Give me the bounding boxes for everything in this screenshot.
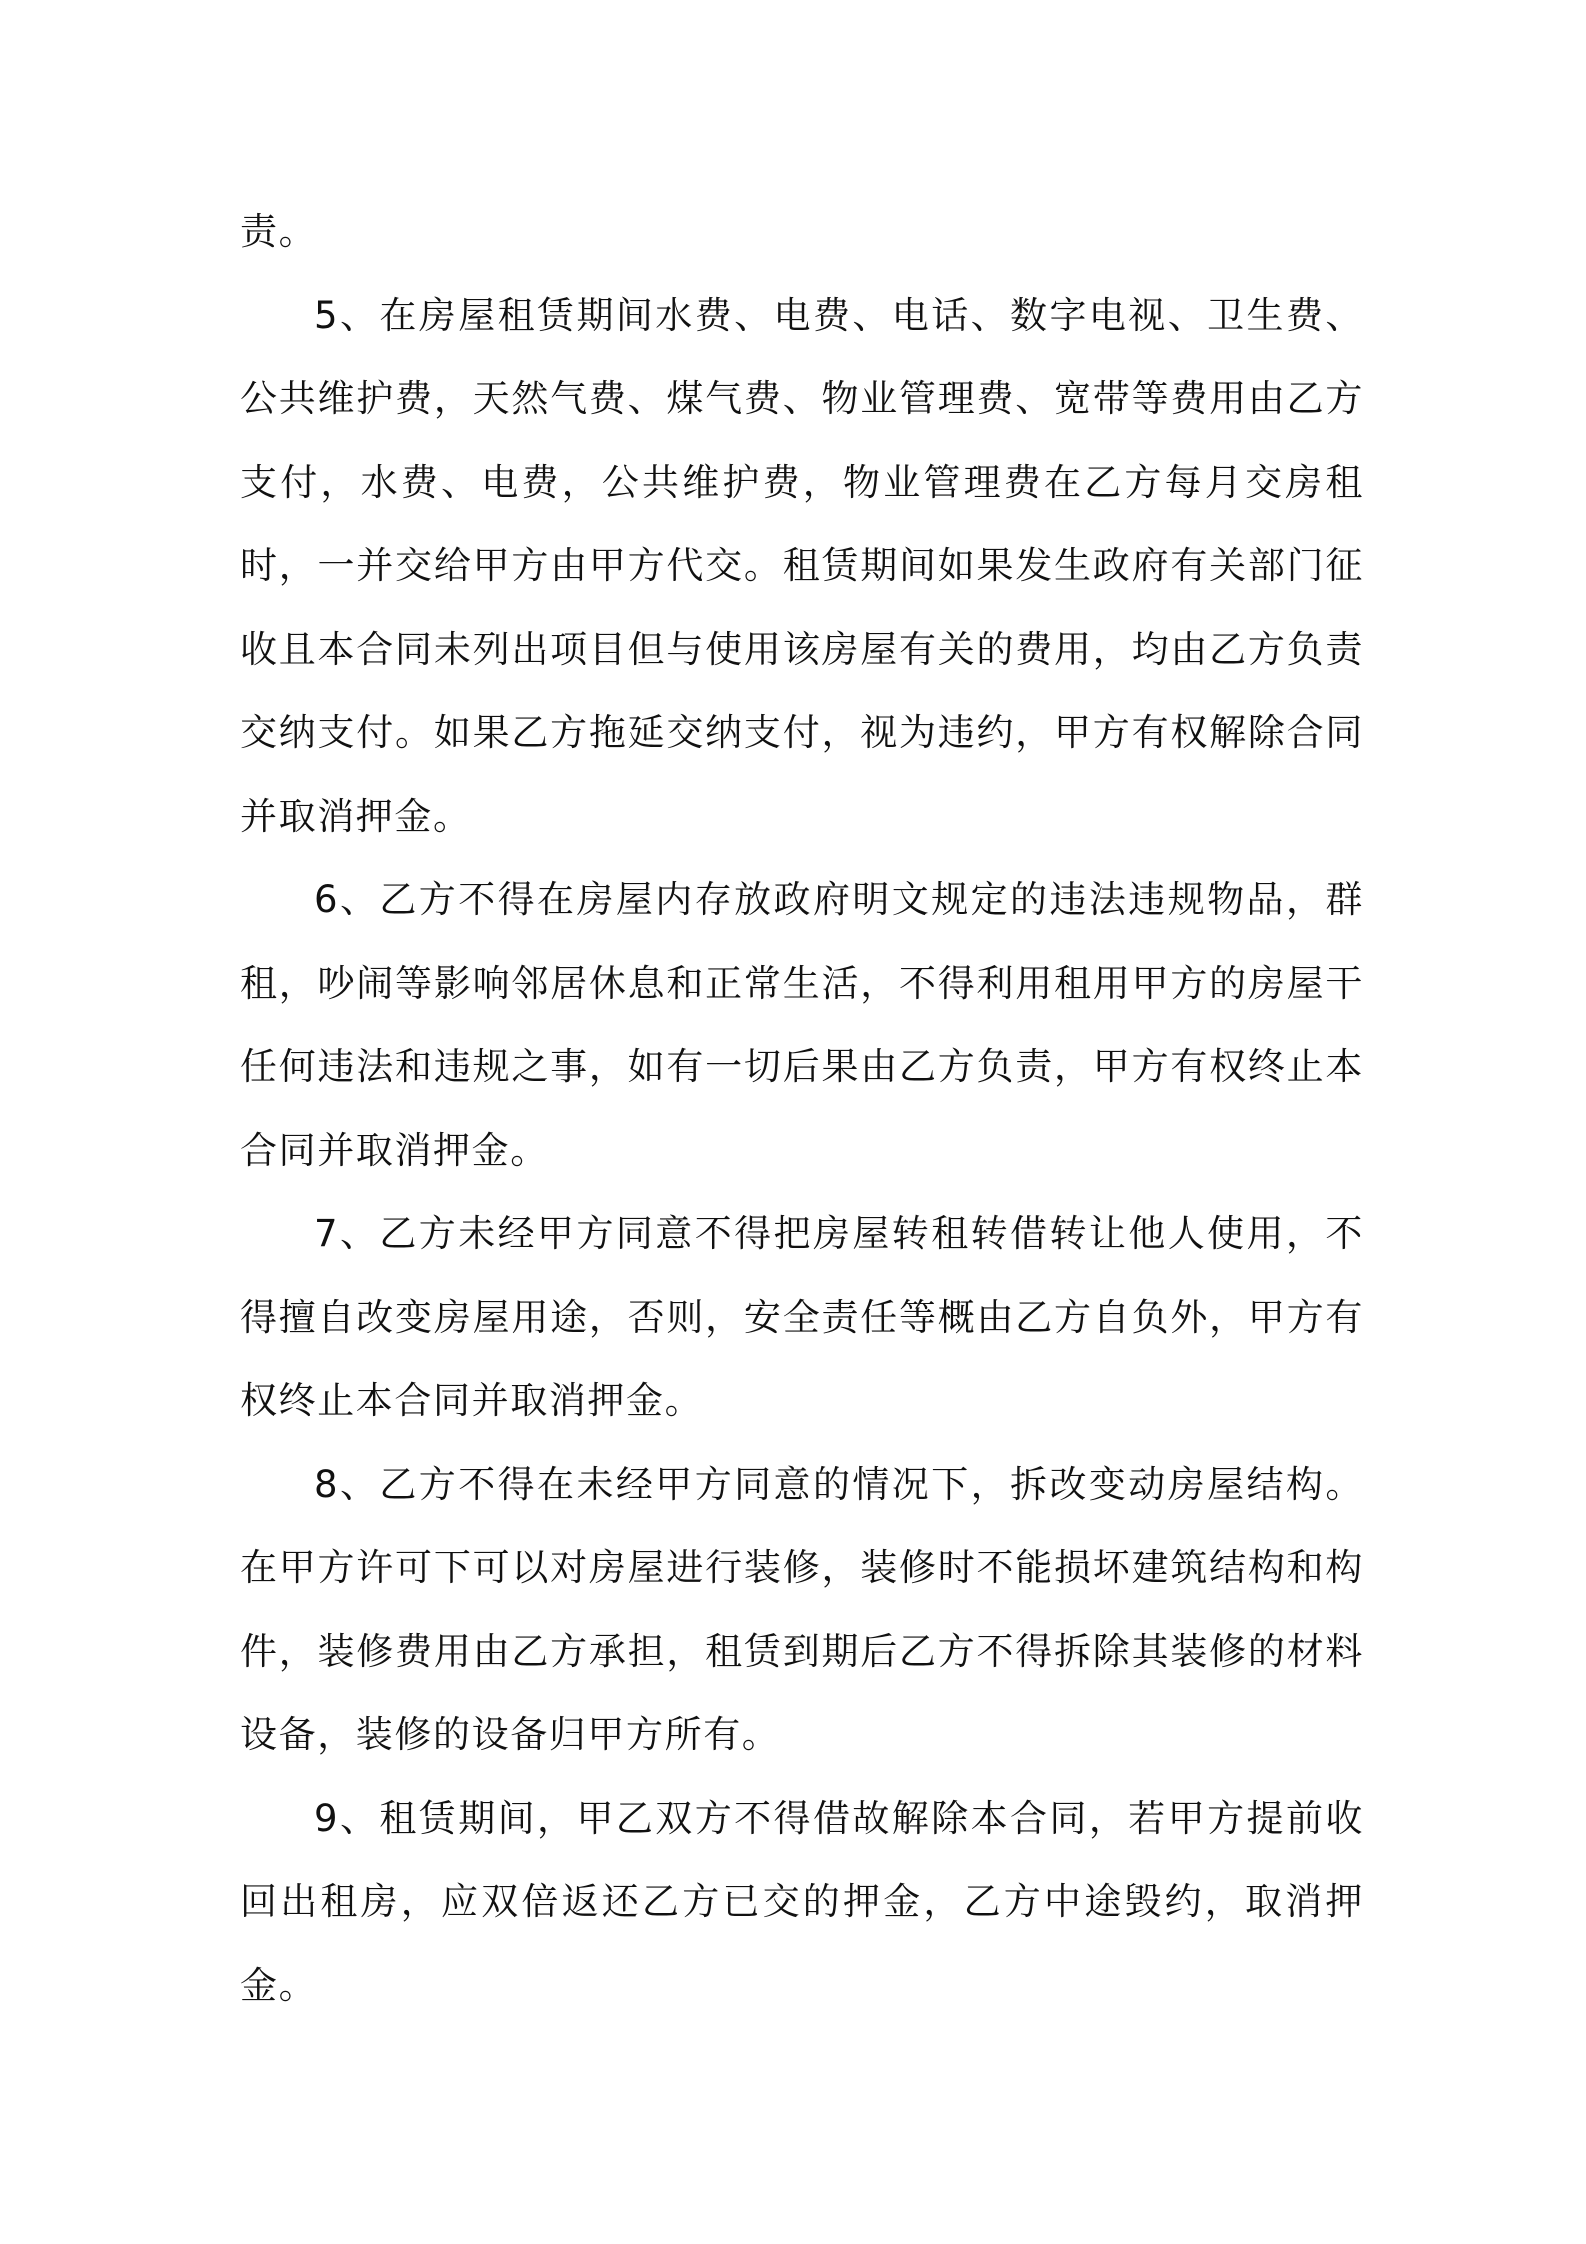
document-body <box>240 190 1364 2027</box>
paragraph-clause-8: 8、乙方不得在未经甲方同意的情况下，拆改变动房屋结构。在甲方许可下可以对房屋进行装修，装修时不能损坏建筑结构和构件，装修费用由乙方承担，租赁到期后乙方不得拆除其装修的材料设备，装修的设备归甲方所有。 <box>240 1462 1364 1756</box>
paragraph-clause-9: 9、租赁期间，甲乙双方不得借故解除本合同，若甲方提前收回出租房，应双倍返还乙方已交的押金，乙方中途毁约，取消押金。 <box>240 1796 1364 2007</box>
paragraph-clause-7: 7、乙方未经甲方同意不得把房屋转租转借转让他人使用，不得擅自改变房屋用途，否则，安全责任等概由乙方自负外，甲方有权终止本合同并取消押金。 <box>240 1212 1364 1422</box>
paragraph-clause-5: 5、在房屋租赁期间水费、电费、电话、数字电视、卫生费、公共维护费，天然气费、煤气费、物业管理费、宽带等费用由乙方支付，水费、电费，公共维护费，物业管理费在乙方每月交房租时，一并交给甲方由甲方代交。租赁期间如果发生政府有关部门征收且本合同未列出项目但与使用该房屋有关的费用，均由乙方负责交纳支付。如果乙方拖延交纳支付，视为违约，甲方有权解除合同并取消押金。 <box>240 293 1364 838</box>
paragraph-continuation: 责。 <box>240 210 318 253</box>
paragraph-clause-6: 6、乙方不得在房屋内存放政府明文规定的违法违规物品，群租，吵闹等影响邻居休息和正常生活，不得利用租用甲方的房屋干任何违法和违规之事，如有一切后果由乙方负责，甲方有权终止本合同并取消押金。 <box>240 878 1364 1172</box>
